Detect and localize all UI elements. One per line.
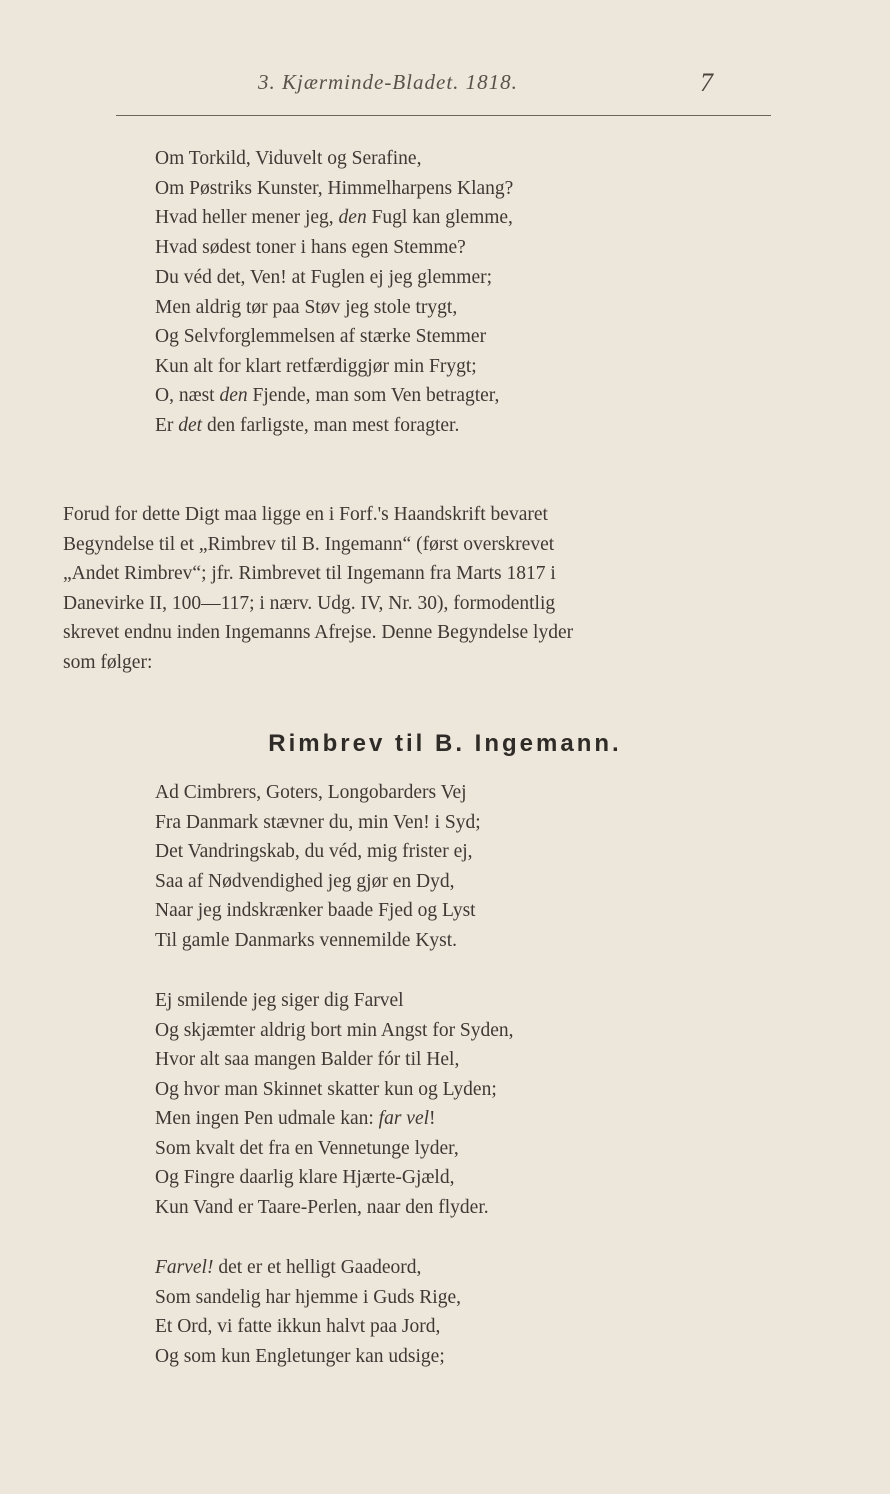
verse-line: Fra Danmark stævner du, min Ven! i Syd; (155, 811, 481, 833)
verse-line: Og hvor man Skinnet skatter kun og Lyden; (155, 1078, 497, 1100)
verse-line: Er det den farligste, man mest foragter. (155, 414, 460, 436)
note-line: Danevirke II, 100—117; i nærv. Udg. IV, Nr. 30), formodentlig (63, 592, 556, 614)
verse-line: Og skjæmter aldrig bort min Angst for Syden, (155, 1019, 514, 1041)
verse-line: Som sandelig har hjemme i Guds Rige, (155, 1286, 462, 1308)
running-title: 3. Kjærminde-Bladet. 1818. (258, 70, 518, 94)
note-line: Begyndelse til et „Rimbrev til B. Ingemann“ (først overskrevet (63, 533, 555, 555)
verse-line: Ad Cimbrers, Goters, Longobarders Vej (155, 782, 467, 803)
verse-line: Hvad heller mener jeg, den Fugl kan glemme, (155, 207, 513, 228)
verse-line: Om Torkild, Viduvelt og Serafine, (155, 148, 422, 169)
header-rule (116, 115, 771, 116)
verse-line: Ej smilende jeg siger dig Farvel (155, 990, 404, 1011)
verse-line: Hvor alt saa mangen Balder fór til Hel, (155, 1049, 460, 1070)
stanza-3 (155, 778, 481, 955)
verse-line: Farvel! det er et helligt Gaadeord, (155, 1257, 422, 1278)
verse-line: Til gamle Danmarks vennemilde Kyst. (155, 929, 458, 951)
verse-line: Om Pøstriks Kunster, Himmelharpens Klang? (155, 177, 514, 199)
verse-line: Saa af Nødvendighed jeg gjør en Dyd, (155, 870, 455, 892)
verse-line: Og Selvforglemmelsen af stærke Stemmer (155, 326, 487, 347)
verse-line: O, næst den Fjende, man som Ven betragter, (155, 385, 500, 406)
poem-title: Rimbrev til B. Ingemann. (268, 730, 622, 757)
editorial-note (63, 500, 781, 677)
verse-line: Og Fingre daarlig klare Hjærte-Gjæld, (155, 1167, 455, 1188)
stanza-1 (155, 144, 513, 262)
running-header (0, 70, 890, 100)
note-line: Forud for dette Digt maa ligge en i Forf.'s Haandskrift bevaret (63, 504, 548, 525)
verse-line: Men ingen Pen udmale kan: far vel! (155, 1108, 436, 1129)
verse-line: Kun alt for klart retfærdiggjør min Frygt; (155, 355, 477, 377)
verse-line: Naar jeg indskrænker baade Fjed og Lyst (155, 900, 476, 921)
verse-line: Det Vandringskab, du véd, mig frister ej, (155, 841, 473, 862)
note-line: skrevet endnu inden Ingemanns Afrejse. Denne Begyndelse lyder (63, 622, 574, 643)
verse-line: Du véd det, Ven! at Fuglen ej jeg glemmer; (155, 267, 493, 288)
note-line: „Andet Rimbrev“; jfr. Rimbrevet til Ingemann fra Marts 1817 i (63, 563, 556, 584)
verse-line: Et Ord, vi fatte ikkun halvt paa Jord, (155, 1316, 441, 1337)
page-number: 7 (700, 68, 713, 97)
stanza-4 (155, 986, 514, 1222)
verse-line: Som kvalt det fra en Vennetunge lyder, (155, 1137, 459, 1159)
verse-line: Kun Vand er Taare-Perlen, naar den flyder. (155, 1196, 489, 1218)
verse-line: Og som kun Engletunger kan udsige; (155, 1345, 445, 1367)
stanza-2 (155, 263, 499, 440)
stanza-5 (155, 1253, 461, 1371)
note-line: som følger: (63, 651, 153, 673)
verse-line: Men aldrig tør paa Støv jeg stole trygt, (155, 296, 458, 318)
verse-line: Hvad sødest toner i hans egen Stemme? (155, 236, 466, 258)
